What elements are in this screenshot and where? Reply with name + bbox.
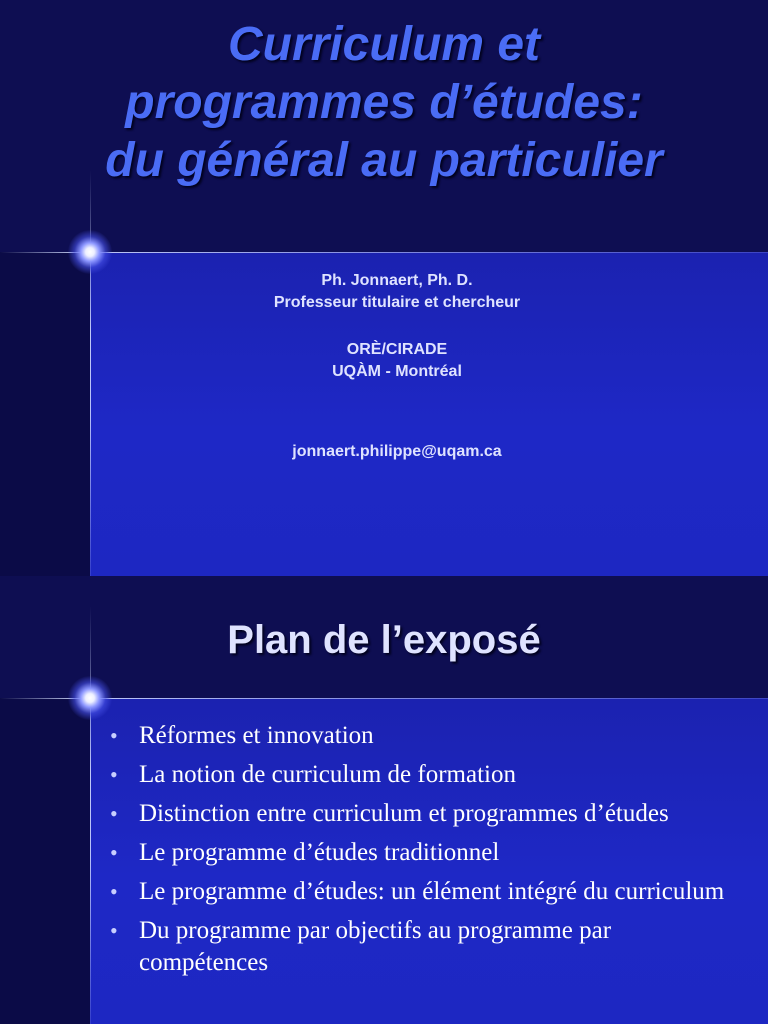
slide-title: Plan de l’exposé — [227, 618, 541, 662]
list-item-text: Du programme par objectifs au programme par compétences — [139, 917, 612, 976]
list-item — [108, 876, 728, 908]
star-glow-icon — [68, 676, 112, 720]
left-band — [0, 698, 90, 1024]
slide-title — [0, 16, 768, 190]
author-email: jonnaert.philippe@uqam.ca — [292, 443, 502, 460]
author-position: Professeur titulaire et chercheur — [273, 294, 521, 311]
list-item — [108, 720, 728, 752]
list-item — [108, 837, 728, 869]
bullet-icon: • — [110, 801, 118, 826]
list-item-text: Distinction entre curriculum et programmes d’études — [139, 800, 669, 827]
horizontal-divider — [0, 698, 768, 699]
vertical-divider — [90, 606, 91, 1024]
list-item — [108, 915, 728, 979]
title-line: programmes d’études: — [125, 76, 643, 129]
bullet-list — [108, 720, 728, 986]
author-block — [90, 270, 704, 314]
author-name: Ph. Jonnaert, Ph. D. — [321, 272, 473, 289]
email-block — [90, 441, 704, 463]
list-item — [108, 798, 728, 830]
bullet-icon: • — [110, 762, 118, 787]
list-item-text: Le programme d’études: un élément intégré du curriculum — [139, 878, 725, 905]
affiliation-block — [90, 339, 704, 383]
bullet-icon: • — [110, 723, 118, 748]
horizontal-divider — [0, 252, 768, 253]
title-line: du général au particulier — [105, 134, 663, 187]
title-line: Curriculum et — [227, 18, 541, 71]
bullet-icon: • — [110, 879, 118, 904]
affiliation-lab: ORÈ/CIRADE — [346, 341, 448, 358]
list-item-text: Le programme d’études traditionnel — [139, 839, 500, 866]
outline-slide — [0, 576, 768, 1024]
list-item-text: Réformes et innovation — [139, 722, 374, 749]
bullet-icon: • — [110, 918, 118, 943]
star-glow-icon — [68, 230, 112, 274]
affiliation-university: UQÀM - Montréal — [332, 363, 462, 380]
left-band — [0, 252, 90, 576]
list-item-text: La notion de curriculum de formation — [139, 761, 516, 788]
bullet-icon: • — [110, 840, 118, 865]
list-item — [108, 759, 728, 791]
